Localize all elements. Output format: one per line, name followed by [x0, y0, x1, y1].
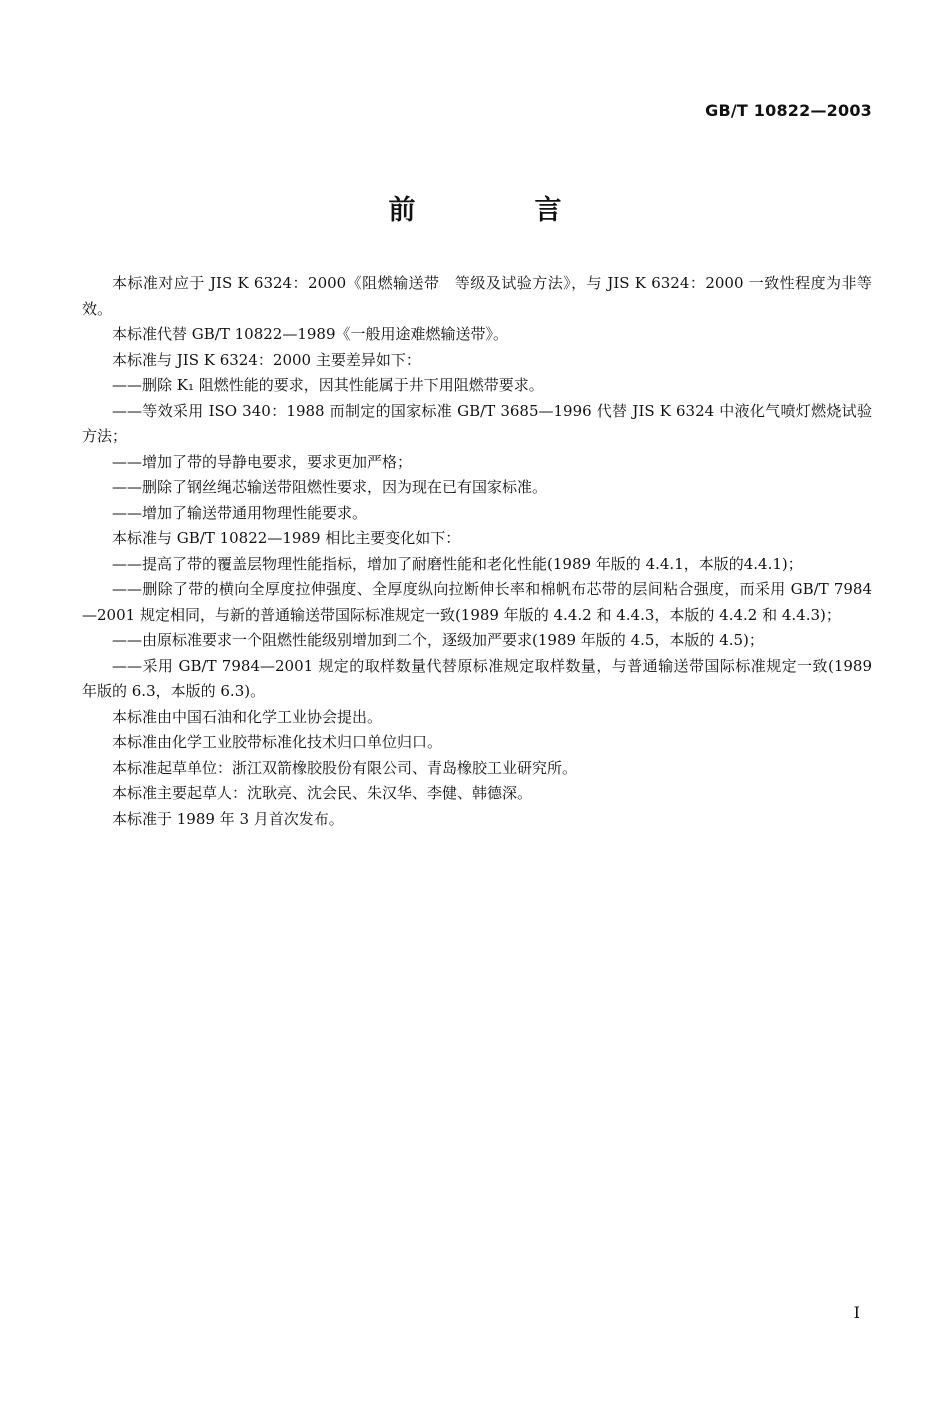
paragraph: ——增加了带的导静电要求，要求更加严格；: [112, 452, 413, 471]
paragraph: 本标准与 JIS K 6324：2000 主要差异如下：: [112, 350, 421, 369]
paragraph: 本标准由化学工业胶带标准化技术归口单位归口。: [112, 733, 443, 751]
page-title: 前 言: [388, 195, 608, 226]
paragraph: 本标准由中国石油和化学工业协会提出。: [112, 707, 383, 726]
paragraph: ——由原标准要求一个阻燃性能级别增加到二个，逐级加严要求(1989 年版的 4.5，本版的 4.5)；: [112, 631, 764, 649]
paragraph: 本标准与 GB/T 10822—1989 相比主要变化如下：: [112, 529, 461, 547]
paragraph: ——增加了输送带通用物理性能要求。: [112, 503, 368, 522]
paragraph: ——删除 K₁ 阻燃性能的要求，因其性能属于井下用阻燃带要求。: [112, 376, 544, 394]
paragraph: 本标准主要起草人：沈耿亮、沈会民、朱汉华、李健、韩德深。: [112, 784, 533, 802]
paragraph: 本标准于 1989 年 3 月首次发布。: [112, 809, 344, 828]
page-number: I: [853, 1303, 860, 1322]
paragraph: ——删除了钢丝绳芯输送带阻燃性要求，因为现在已有国家标准。: [112, 478, 548, 496]
paragraph: ——提高了带的覆盖层物理性能指标，增加了耐磨性能和老化性能(1989 年版的 4.4.1，本版的4.4.1)；: [112, 554, 803, 573]
paragraph: 本标准起草单位：浙江双箭橡胶股份有限公司、青岛橡胶工业研究所。: [112, 758, 578, 777]
paragraph: 本标准代替 GB/T 10822—1989《一般用途难燃输送带》。: [112, 325, 508, 343]
foreword-body: [82, 271, 872, 832]
paragraph: 本标准对应于 JIS K 6324：2000《阻燃输送带 等级及试验方法》，与 JIS K 6324：2000 一致性程度为非等效。: [82, 274, 872, 318]
paragraph: ——采用 GB/T 7984—2001 规定的取样数量代替原标准规定取样数量，与普通输送带国际标准规定一致(1989 年版的 6.3，本版的 6.3)。: [82, 656, 872, 700]
paragraph: ——删除了带的横向全厚度拉伸强度、全厚度纵向拉断伸长率和棉帆布芯带的层间粘合强度，而采用 GB/T 7984—2001 规定相同，与新的普通输送带国际标准规定一致(1989 年版的 4.4.2 和 4.4.3，本版的 4.4.2 和 4.4.3)；: [82, 580, 872, 624]
standard-number: GB/T 10822—2003: [705, 101, 872, 120]
paragraph: ——等效采用 ISO 340：1988 而制定的国家标准 GB/T 3685—1996 代替 JIS K 6324 中液化气喷灯燃烧试验方法；: [82, 401, 872, 445]
